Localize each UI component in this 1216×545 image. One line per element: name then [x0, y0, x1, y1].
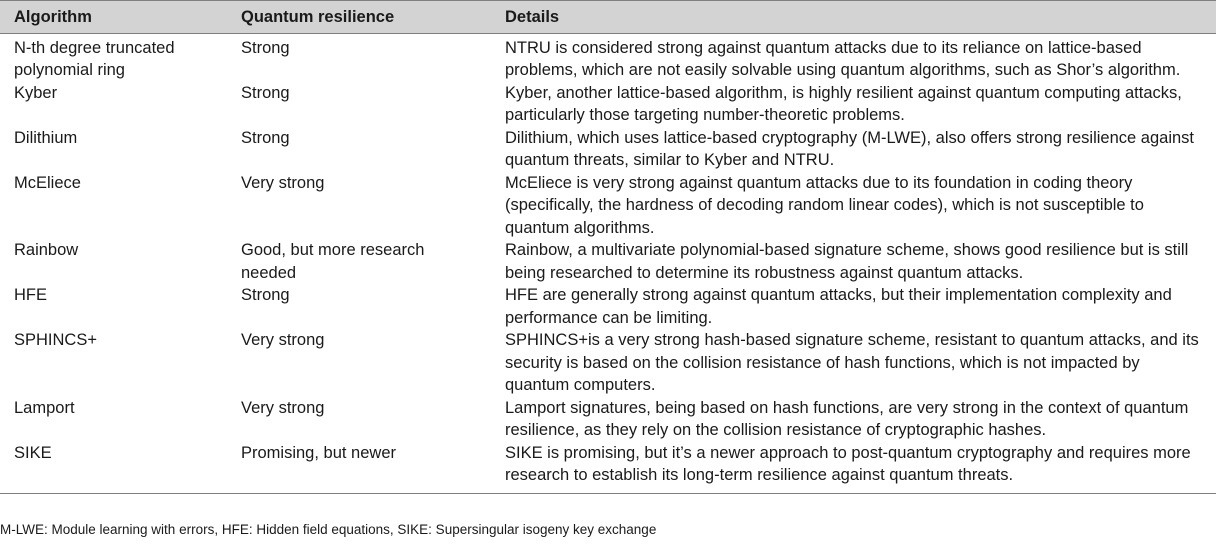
cell-algorithm: Kyber	[14, 83, 58, 102]
cell-algorithm: SPHINCS+	[14, 331, 97, 349]
table-header	[0, 1, 1216, 34]
cell-details: Rainbow, a multivariate polynomial-based signature scheme, shows good resilience but is still being researched to determine its robustness against quantum attacks.	[505, 241, 1189, 282]
cell-algorithm: Lamport	[14, 398, 75, 417]
cell-details: Dilithium, which uses lattice-based cryptography (M-LWE), also offers strong resilience against quantum threats, similar to Kyber and NTRU.	[505, 128, 1195, 169]
table-row	[0, 172, 1216, 240]
cell-algorithm: McEliece	[14, 173, 81, 192]
cell-resilience: Strong	[241, 286, 290, 304]
table-row	[0, 397, 1216, 442]
table-row	[0, 33, 1216, 82]
cell-resilience: Very strong	[241, 331, 325, 349]
cell-resilience: Promising, but newer	[227, 442, 491, 494]
cell-algorithm: SIKE	[0, 442, 227, 494]
cell-resilience: Strong	[241, 83, 290, 102]
cell-resilience: Very strong	[241, 398, 325, 417]
cell-algorithm: Rainbow	[14, 241, 79, 259]
cell-algorithm: Dilithium	[14, 128, 78, 147]
cell-resilience: Strong	[241, 38, 290, 57]
cell-details: Lamport signatures, being based on hash functions, are very strong in the context of quantum resilience, as they rely on the collision resistance of cryptographic hashes.	[505, 398, 1189, 439]
cell-details: McEliece is very strong against quantum attacks due to its foundation in coding theory (specifically, the hardness of decoding random linear codes), which is not susceptible to quantum algorithms.	[505, 173, 1144, 237]
table-footnote: M-LWE: Module learning with errors, HFE: Hidden field equations, SIKE: Supersingular isogeny key exchange	[0, 522, 657, 537]
cell-details: NTRU is considered strong against quantum attacks due to its reliance on lattice-based problems, which are not easily solvable using quantum algorithms, such as Shor’s algorithm.	[505, 38, 1181, 79]
cell-resilience: Good, but more research needed	[241, 241, 425, 282]
header-algorithm: Algorithm	[0, 1, 227, 34]
table-body	[0, 33, 1216, 493]
table-row	[0, 239, 1216, 284]
table-row	[0, 284, 1216, 329]
cell-details: SPHINCS+is a very strong hash-based signature scheme, resistant to quantum attacks, and its security is based on the collision resistance of hash functions, which is not impacted by quantum computers.	[505, 331, 1199, 394]
cell-algorithm: HFE	[14, 286, 47, 304]
cell-algorithm: N-th degree truncated polynomial ring	[14, 38, 175, 79]
table-row	[0, 329, 1216, 397]
table-row	[0, 82, 1216, 127]
cell-resilience: Very strong	[241, 173, 325, 192]
header-quantum-resilience: Quantum resilience	[227, 1, 491, 34]
cell-details: SIKE is promising, but it’s a newer approach to post-quantum cryptography and requires more research to establish its long-term resilience against quantum threats.	[491, 442, 1216, 494]
header-details: Details	[491, 1, 1216, 34]
table-row	[0, 127, 1216, 172]
header-row	[0, 1, 1216, 34]
cell-details: HFE are generally strong against quantum attacks, but their implementation complexity and performance can be limiting.	[505, 286, 1172, 327]
table-row	[0, 442, 1216, 494]
cell-resilience: Strong	[241, 128, 290, 147]
cell-details: Kyber, another lattice-based algorithm, is highly resilient against quantum computing attacks, particularly those targeting number-theoretic problems.	[505, 83, 1182, 124]
